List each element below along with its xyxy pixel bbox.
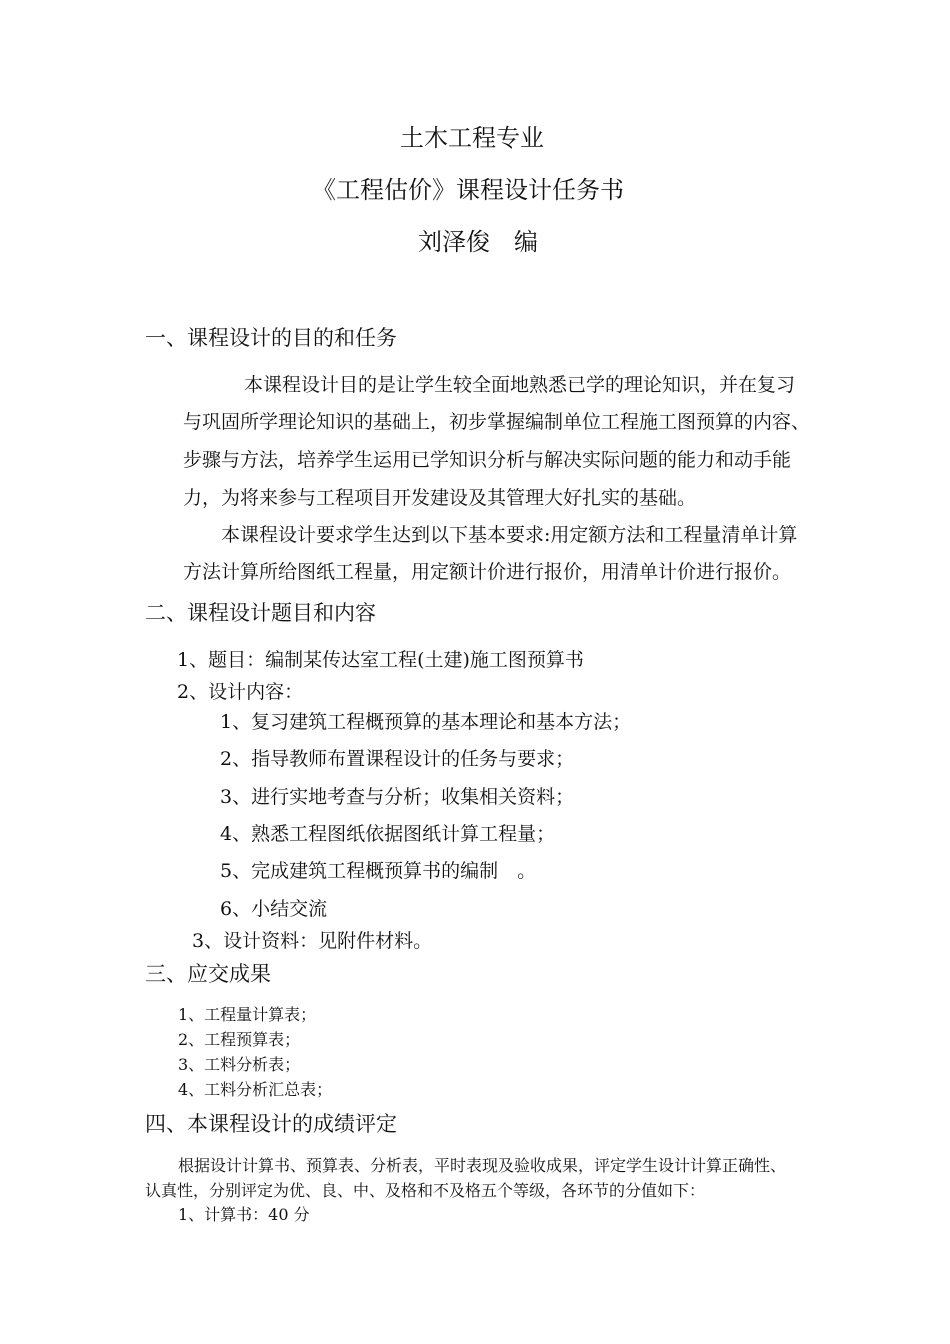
section3-item: 2、工程预算表； <box>178 1030 301 1049</box>
section1-para1-line: 与巩固所学理论知识的基础上，初步掌握编制单位工程施工图预算的内容、 <box>183 411 811 433</box>
section3-item: 4、工料分析汇总表； <box>178 1080 333 1099</box>
section3-heading: 三、应交成果 <box>145 962 271 986</box>
section3-item: 3、工料分析表； <box>178 1055 301 1074</box>
section4-heading: 四、本课程设计的成绩评定 <box>145 1112 397 1136</box>
section2-subitem: 1、复习建筑工程概预算的基本理论和基本方法； <box>220 711 632 733</box>
section1-para1-line: 本课程设计目的是让学生较全面地熟悉已学的理论知识，并在复习 <box>244 374 796 396</box>
section2-subitem: 3、进行实地考查与分析；收集相关资料； <box>220 786 575 808</box>
section4-para-line: 根据设计计算书、预算表、分析表，平时表现及验收成果，评定学生设计计算正确性、 <box>178 1156 787 1175</box>
section4-item: 1、计算书：40 分 <box>178 1205 310 1224</box>
section1-para2-line: 方法计算所给图纸工程量，用定额计价进行报价，用清单计价进行报价。 <box>183 561 792 583</box>
section2-item: 1、题目：编制某传达室工程(土建)施工图预算书 <box>177 649 584 671</box>
section4-para-line: 认真性，分别评定为优、良、中、及格和不及格五个等级，各环节的分值如下： <box>145 1181 706 1200</box>
doc-title-line1: 土木工程专业 <box>400 124 544 152</box>
doc-author: 刘泽俊 编 <box>418 228 538 256</box>
doc-title-line2: 《工程估价》课程设计任务书 <box>312 176 624 204</box>
section1-para1-line: 步骤与方法，培养学生运用已学知识分析与解决实际问题的能力和动手能 <box>183 449 792 471</box>
section1-para2-line: 本课程设计要求学生达到以下基本要求:用定额方法和工程量清单计算 <box>221 524 798 546</box>
section2-subitem: 5、完成建筑工程概预算书的编制 。 <box>220 860 537 882</box>
section1-para1-line: 力，为将来参与工程项目开发建设及其管理大好扎实的基础。 <box>183 487 697 509</box>
section2-subitem: 4、熟悉工程图纸依据图纸计算工程量； <box>220 823 556 845</box>
section2-item: 2、设计内容： <box>177 681 304 703</box>
section1-heading: 一、课程设计的目的和任务 <box>145 326 397 350</box>
section2-subitem: 2、指导教师布置课程设计的任务与要求； <box>220 748 575 770</box>
section2-item: 3、设计资料：见附件材料。 <box>192 930 433 952</box>
section2-heading: 二、课程设计题目和内容 <box>145 601 376 625</box>
section3-item: 1、工程量计算表； <box>178 1005 317 1024</box>
section2-subitem: 6、小结交流 <box>220 898 328 920</box>
